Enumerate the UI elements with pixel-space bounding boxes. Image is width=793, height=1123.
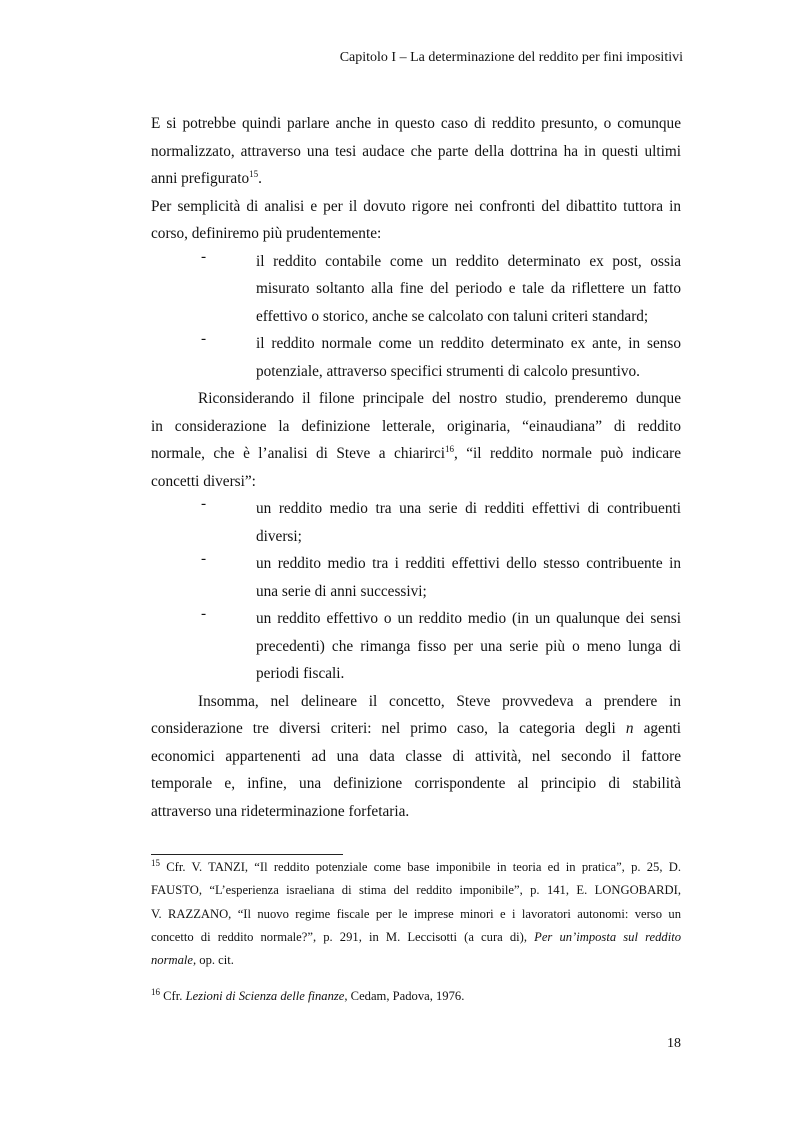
paragraph-2	[151, 193, 681, 248]
text-line: Insomma, nel delineare il concetto, Steve provvedeva a prendere in	[198, 692, 681, 710]
text-span: , Cedam, Padova, 1976.	[344, 989, 465, 1004]
text-span: normale, che è l’analisi di Steve a chiarirci	[151, 445, 445, 462]
text-line	[151, 715, 681, 743]
footnote-line	[151, 856, 681, 879]
footnote-line	[151, 949, 681, 972]
text-line: concetti diversi”:	[151, 472, 256, 490]
running-header: Capitolo I – La determinazione del reddito per fini impositivi	[339, 50, 683, 65]
text-line: corso, definiremo più prudentemente:	[151, 225, 382, 242]
list-item	[151, 550, 681, 605]
text-line: attraverso una rideterminazione forfetaria.	[151, 802, 410, 820]
footnote-15	[151, 856, 681, 972]
paragraph-3	[151, 385, 681, 495]
text-span: , “il reddito normale può indicare	[454, 445, 681, 462]
text-span: Cfr.	[163, 989, 183, 1004]
text-span: Cfr. V. TANZI, “Il reddito potenziale come base imponibile in teoria ed in pratica”, p. 25, D.	[166, 860, 681, 874]
list-dash: -	[201, 330, 207, 347]
text-line: Riconsiderando il filone principale del nostro studio, prenderemo dunque	[198, 390, 681, 407]
text-line: temporale e, infine, una definizione corrispondente al principio di stabilità	[151, 775, 681, 792]
list-dash: -	[201, 495, 207, 512]
text-line: diversi;	[256, 527, 302, 545]
paragraph-4	[151, 688, 681, 826]
footnotes	[151, 856, 681, 1009]
footnote-16	[151, 985, 681, 1008]
page-number: 18	[667, 1036, 681, 1051]
paragraph-1	[151, 110, 681, 193]
text-line: una serie di anni successivi;	[256, 582, 427, 600]
text-line: economici appartenenti ad una data classe di attività, nel secondo il fattore	[151, 747, 681, 765]
footnote-line: FAUSTO, “L’esperienza israeliana di stima del reddito imponibile”, p. 141, E. LONGOBARDI,	[151, 883, 681, 898]
list-dash: -	[201, 247, 207, 265]
text-line: potenziale, attraverso specifici strumenti di calcolo presuntivo.	[256, 362, 640, 380]
text-line: E si potrebbe quindi parlare anche in questo caso di reddito presunto, o comunque	[151, 115, 681, 132]
list-item	[151, 248, 681, 331]
text-span: anni prefigurato	[151, 170, 250, 187]
list-item	[151, 605, 681, 688]
text-line: Per semplicità di analisi e per il dovuto rigore nei confronti del dibattito tuttora in	[151, 197, 681, 215]
text-span: op. cit.	[199, 953, 234, 968]
footnote-number: 15	[151, 857, 160, 868]
text-span: agenti	[643, 720, 681, 737]
list-item	[151, 330, 681, 385]
text-line: il reddito normale come un reddito determinato ex ante, in senso	[256, 335, 681, 352]
footnote-line	[151, 985, 681, 1008]
text-line	[151, 165, 681, 193]
footnote-ref-15: 15	[249, 168, 259, 179]
text-span: .	[258, 170, 262, 187]
text-line: misurato soltanto alla fine del periodo e tale da riflettere un fatto	[256, 280, 681, 297]
text-line: un reddito effettivo o un reddito medio (in un qualunque dei sensi	[256, 610, 681, 627]
italic-title: Per un’imposta sul reddito	[534, 929, 681, 944]
text-span: considerazione tre diversi criteri: nel primo caso, la categoria degli	[151, 720, 616, 737]
footnote-ref-16: 16	[445, 443, 454, 454]
list-normal-income-meanings	[151, 495, 681, 688]
text-line: in considerazione la definizione letterale, originaria, “einaudiana” di reddito	[151, 417, 681, 435]
text-line: un reddito medio tra i redditi effettivi dello stesso contribuente in	[256, 555, 681, 572]
list-income-definitions	[151, 248, 681, 386]
footnote-number: 16	[151, 987, 160, 998]
text-line: precedenti) che rimanga fisso per una serie più o meno lunga di	[256, 637, 681, 655]
footnote-line	[151, 926, 681, 949]
text-line: normalizzato, attraverso una tesi audace che parte della dottrina ha in questi ultimi	[151, 142, 681, 160]
text-line: il reddito contabile come un reddito determinato ex post, ossia	[256, 252, 681, 270]
italic-title: Lezioni di Scienza delle finanze	[185, 989, 345, 1004]
text-line: periodi fiscali.	[256, 665, 345, 682]
text-span: concetto di reddito normale?”, p. 291, in M. Leccisotti (a cura di),	[151, 929, 527, 944]
text-line: effettivo o storico, anche se calcolato con taluni criteri standard;	[256, 307, 649, 325]
text-line	[151, 440, 681, 468]
italic-title: normale,	[151, 953, 197, 968]
italic-n: n	[625, 720, 634, 737]
list-item	[151, 495, 681, 550]
footnote-line: V. RAZZANO, “Il nuovo regime fiscale per le imprese minori e i lavoratori autonomi: verso un	[151, 906, 681, 921]
text-line: un reddito medio tra una serie di redditi effettivi di contribuenti	[256, 500, 681, 517]
list-dash: -	[201, 550, 207, 567]
footnote-separator	[151, 854, 343, 855]
list-dash: -	[201, 605, 207, 622]
body-text	[151, 110, 681, 825]
